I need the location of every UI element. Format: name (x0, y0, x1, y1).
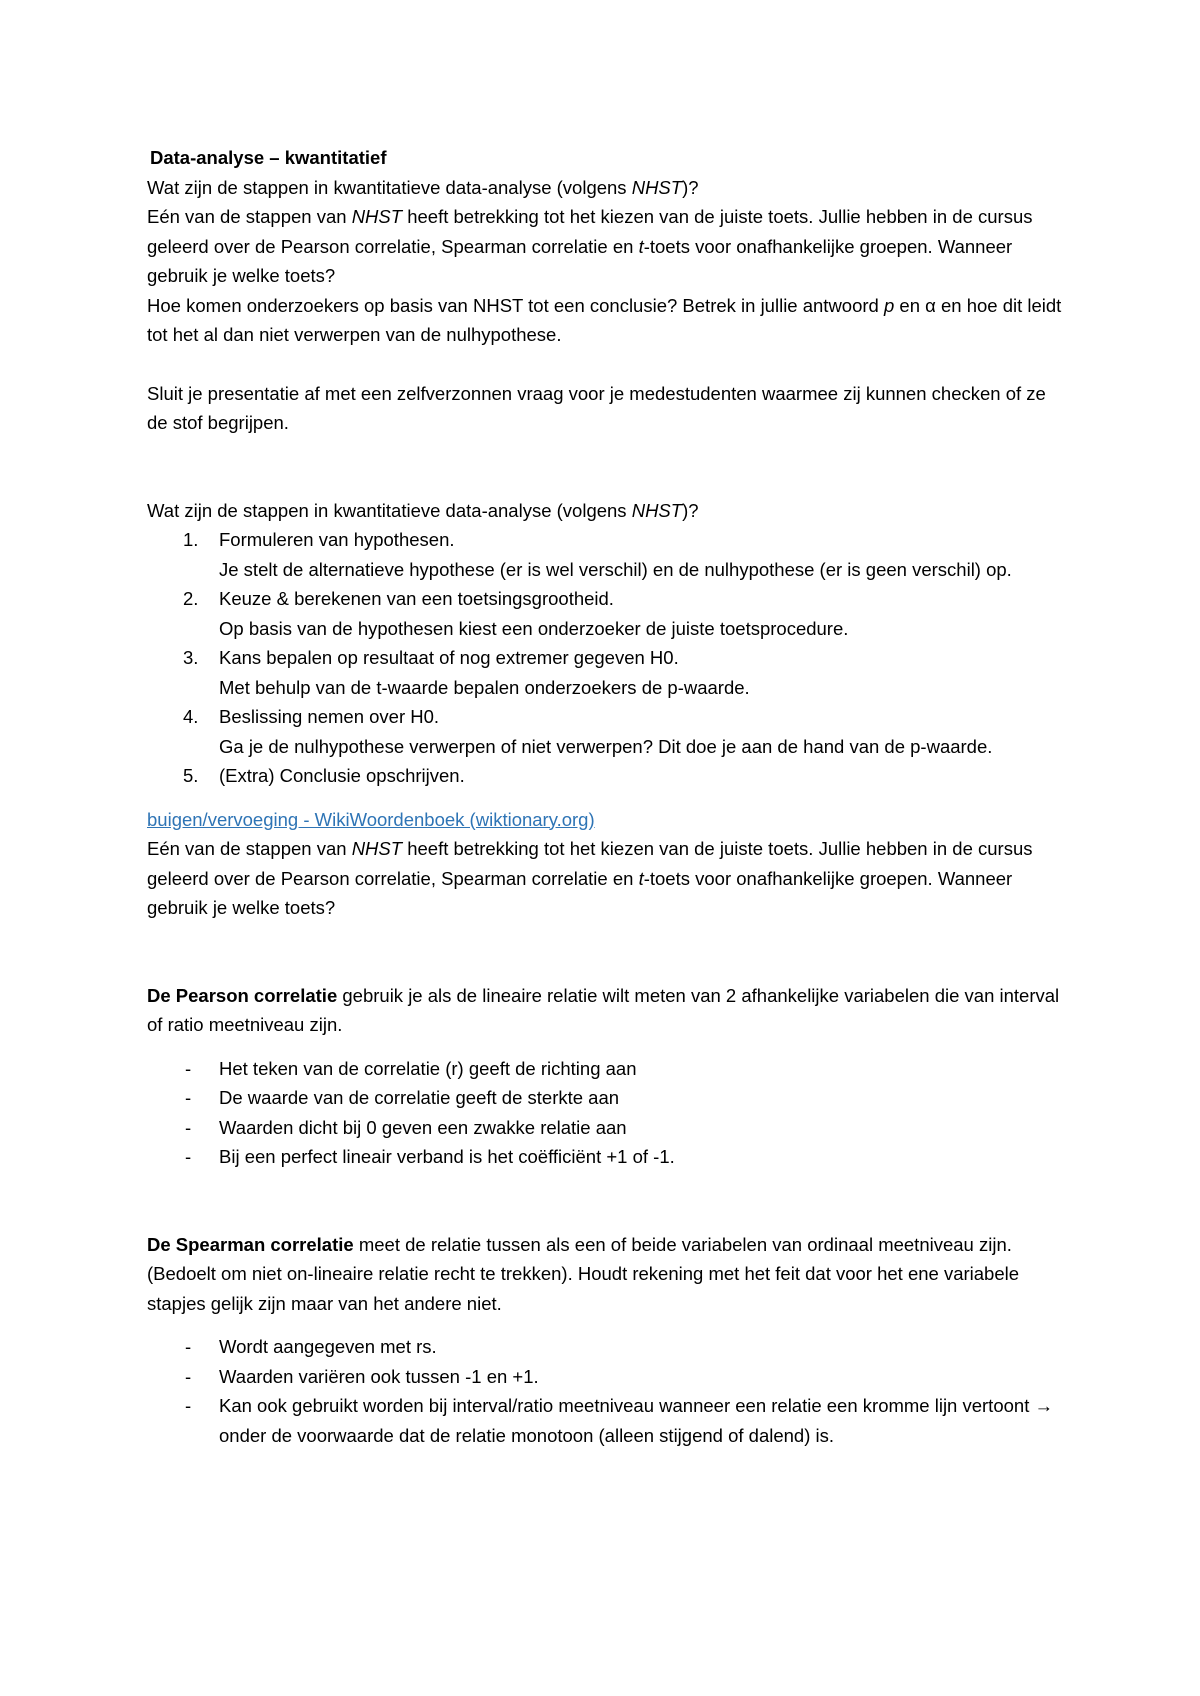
text: -toets voor onafhankelijke groepen. Wanneer gebruik je welke toets? (147, 867, 1013, 918)
t-italic: t (638, 235, 644, 257)
spearman-term: De Spearman correlatie (147, 1233, 354, 1255)
document-body (147, 143, 1067, 1450)
spacer (147, 1172, 1067, 1230)
p-italic: p (883, 294, 895, 316)
bullet-text: Waarden variëren ook tussen -1 en +1. (219, 1365, 539, 1387)
spearman-bullet (147, 1391, 1067, 1450)
nhst-italic: NHST (351, 838, 403, 859)
text: heeft betrekking tot het kiezen van de juiste toets. Jullie hebben in de cursus geleerd over de Pearson correlatie, Spearman correlatie en (147, 838, 1033, 889)
nhst-italic: NHST (631, 176, 683, 198)
spacer (147, 350, 1067, 379)
step-number: 5. (183, 765, 199, 786)
closing-instruction: Sluit je presentatie af met een zelfverzonnen vraag voor je medestudenten waarmee zij kunnen checken of ze de stof begrijpen. (147, 382, 1046, 433)
pearson-bullet (147, 1142, 1067, 1172)
step-title: Kans bepalen op resultaat of nog extremer gegeven H0. (219, 647, 679, 668)
spacer (147, 791, 1067, 805)
link-paragraph (147, 805, 1067, 835)
text: Wat zijn de stappen in kwantitatieve data-analyse (volgens (147, 499, 632, 521)
bullet-text: Waarden dicht bij 0 geven een zwakke relatie aan (219, 1116, 627, 1138)
question-tests (147, 202, 1067, 291)
bullet-dash: - (185, 1087, 192, 1108)
t-italic: t (638, 867, 644, 889)
step-item (147, 643, 1067, 702)
pearson-term: De Pearson correlatie (147, 984, 338, 1006)
bullet-text: Wordt aangegeven met rs. (219, 1336, 437, 1357)
spearman-bullet (147, 1332, 1067, 1362)
text: Hoe komen onderzoekers op basis van NHST tot een conclusie? Betrek in jullie antwoord (147, 294, 884, 316)
text: heeft betrekking tot het kiezen van de juiste toets. Jullie hebben in de cursus geleerd over de Pearson correlatie, Spearman correlatie en (147, 206, 1033, 257)
text: en α en hoe dit leidt tot het al dan niet verwerpen van de nulhypothese. (147, 294, 1062, 345)
step-number: 1. (183, 529, 199, 550)
spacer (147, 923, 1067, 981)
step-title: (Extra) Conclusie opschrijven. (219, 765, 465, 786)
nhst-italic: NHST (351, 206, 403, 227)
text: Eén van de stappen van (147, 206, 352, 227)
step-description: Op basis van de hypothesen kiest een onderzoeker de juiste toetsprocedure. (219, 617, 849, 639)
bullet-text: De waarde van de correlatie geeft de sterkte aan (219, 1087, 620, 1108)
bullet-text: Kan ook gebruikt worden bij interval/ratio meetniveau wanneer een relatie een kromme lijn vertoont → onder de voorwaarde dat de relatie monotoon (alleen stijgend of dalend) is. (219, 1395, 1053, 1446)
bullet-text: Bij een perfect lineair verband is het coëfficiënt +1 of -1. (219, 1146, 675, 1167)
text: )? (682, 499, 699, 521)
bullet-dash: - (185, 1365, 192, 1387)
step-item (147, 584, 1067, 643)
bullet-dash: - (185, 1057, 192, 1079)
spearman-paragraph (147, 1230, 1067, 1319)
spearman-bullet (147, 1362, 1067, 1392)
step-number: 2. (183, 588, 199, 609)
pearson-bullet (147, 1054, 1067, 1084)
step-number: 3. (183, 647, 199, 668)
bullet-dash: - (185, 1395, 192, 1416)
steps-heading (147, 496, 1067, 526)
nhst-italic: NHST (631, 499, 683, 521)
bullet-dash: - (185, 1146, 192, 1167)
text: )? (682, 176, 699, 198)
step-title: Beslissing nemen over H0. (219, 706, 440, 727)
bullet-dash: - (185, 1116, 192, 1138)
wiktionary-link[interactable]: buigen/vervoeging - WikiWoordenboek (wiktionary.org) (147, 808, 595, 830)
step-item (147, 702, 1067, 761)
pearson-bullet (147, 1113, 1067, 1143)
bullet-dash: - (185, 1336, 192, 1357)
spacer (147, 438, 1067, 496)
document-title: Data-analyse – kwantitatief (150, 147, 387, 168)
step-description: Met behulp van de t-waarde bepalen onderzoekers de p-waarde. (219, 676, 750, 698)
step-title: Keuze & berekenen van een toetsingsgrootheid. (219, 588, 614, 609)
step-number: 4. (183, 706, 199, 727)
bullet-text: Het teken van de correlatie (r) geeft de richting aan (219, 1057, 637, 1079)
step-title: Formuleren van hypothesen. (219, 529, 455, 550)
step-description: Ga je de nulhypothese verwerpen of niet verwerpen? Dit doe je aan de hand van de p-waarde. (219, 735, 993, 757)
question-conclusion (147, 291, 1067, 350)
text: meet de relatie tussen als een of beide variabelen van ordinaal meetniveau zijn. (Bedoelt om niet on-lineaire relatie recht te trekken). Houdt rekening met het feit dat voor het ene variabele stapjes gelijk zijn maar van het andere niet. (147, 1233, 1020, 1314)
pearson-paragraph (147, 981, 1067, 1040)
text: Eén van de stappen van (147, 838, 352, 859)
question-steps (147, 173, 1067, 203)
spacer (147, 1318, 1067, 1332)
text: gebruik je als de lineaire relatie wilt meten van 2 afhankelijke variabelen die van interval of ratio meetniveau zijn. (147, 984, 1060, 1035)
text: Wat zijn de stappen in kwantitatieve data-analyse (volgens (147, 176, 632, 198)
step-item (147, 761, 1067, 791)
step-description: Je stelt de alternatieve hypothese (er is wel verschil) en de nulhypothese (er is geen verschil) op. (219, 558, 1012, 580)
text: -toets voor onafhankelijke groepen. Wanneer gebruik je welke toets? (147, 235, 1013, 286)
step-item (147, 525, 1067, 584)
spacer (147, 1040, 1067, 1054)
pearson-bullet (147, 1083, 1067, 1113)
question-tests-repeat (147, 834, 1067, 923)
